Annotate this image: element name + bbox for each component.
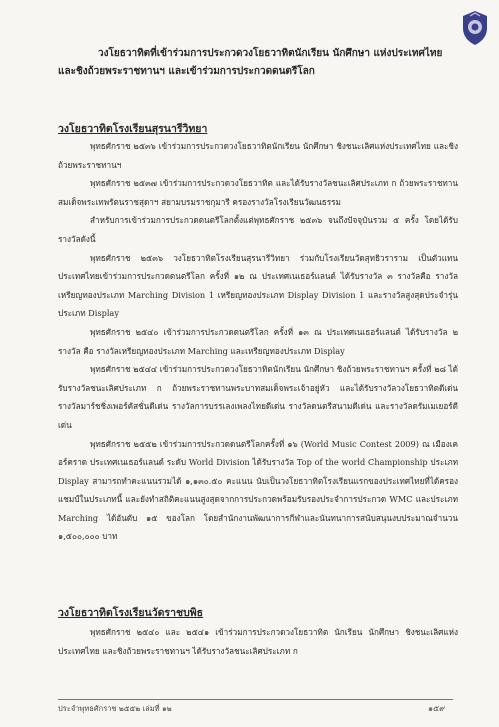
paragraph: สำหรับการเข้าร่วมการประกวดดนตรีโลกตั้งแต่พุทธศักราช ๒๕๓๖ จนถึงปัจจุบันรวม ๕ ครั้ง โดยได้รับรางวัลดังนี้: [58, 215, 458, 244]
paragraph: พุทธศักราช ๒๕๔๐ และ ๒๕๔๑ เข้าร่วมการประกวดวงโยธวาทิต นักเรียน นักศึกษา ชิงชนะเลิศแห่งประเทศไทย และชิงถ้วยพระราชทานฯ ได้รับรางวัลชนะเลิศประเภท ก: [58, 627, 458, 656]
footer-divider: [58, 699, 453, 700]
page-number: ๑๕๙: [428, 704, 445, 713]
paragraph: พุทธศักราช ๒๕๕๒ เข้าร่วมการประกวดดนตรีโลกครั้งที่ ๑๖ (World Music Contest 2009) ณ เมืองเคอร์คราด ประเทศเนเธอร์แลนด์ ระดับ World Division ได้รับรางวัล Top of the world Championship ประเภท Display สามารถทำคะแนนรวมได้ ๑,๑๓๐.๕๐ คะแนน นับเป็นวงโยธวาทิตโรงเรียนแรกของประเทศไทยที่ได้ครองแชมป์ในประเภทนี้ และยังทำสถิติคะแนนสูงสุดจากการประกวดพร้อมรับรองประจำการประกวด WMC และประเภท Marching ได้อันดับ ๑๕ ของโลก โดยสำนักงานพัฒนาการกีฬาและนันทนาการสนับสนุนงบประมาณจำนวน ๑,๕๐๐,๐๐๐ บาท: [58, 438, 458, 542]
section-heading-ratchabophit: วงโยธวาทิตโรงเรียนวัดราชบพิธ: [58, 607, 204, 619]
title-line-1: วงโยธวาทิตที่เข้าร่วมการประกวดวงโยธวาทิตนักเรียน นักศึกษา แห่งประเทศไทย: [98, 48, 443, 59]
emblem-icon: [460, 10, 490, 46]
footer-publication: ประจำพุทธศักราช ๒๕๕๒ เล่มที่ ๑๒: [58, 704, 172, 713]
paragraph: พุทธศักราช ๒๕๔๔ เข้าร่วมการประกวดวงโยธวาทิตนักเรียน นักศึกษา ชิงถ้วยพระราชทานฯ ครั้งที่ ๒๘ ได้รับรางวัลชนะเลิศประเภท ก ถ้วยพระราชทานพระบาทสมเด็จพระเจ้าอยู่หัว และได้รับรางวัลวงโยธวาทิตดีเด่น รางวัลมาร์ชชิ่งเพอร์คัสชั่นดีเด่น รางวัลการบรรเลงเพลงไทยดีเด่น รางวัลดนตรีสนามดีเด่น และรางวัลดรัมเมเยอร์ดีเด่น: [58, 364, 458, 430]
paragraph: พุทธศักราช ๒๕๓๗ เข้าร่วมการประกวดวงโยธวาทิต และได้รับรางวัลชนะเลิศประเภท ก ถ้วยพระราชทานสมเด็จพระเทพรัตนราชสุดาฯ สยามบรมราชกุมารี ครองรางวัลโรงเรียนวัฒนธรรม: [58, 178, 458, 207]
section-body-suranari: [58, 137, 458, 546]
section-heading-suranari: วงโยธวาทิตโรงเรียนสุรนารีวิทยา: [58, 123, 208, 135]
title-line-2: และชิงถ้วยพระราชทานฯ และเข้าร่วมการประกวดดนตรีโลก: [58, 66, 315, 77]
document-title: [58, 45, 458, 81]
section-body-ratchabophit: [58, 623, 458, 660]
paragraph: พุทธศักราช ๒๕๔๐ เข้าร่วมการประกวดดนตรีโลก ครั้งที่ ๑๓ ณ ประเทศเนเธอร์แลนด์ ได้รับรางวัล ๒ รางวัล คือ รางวัลเหรียญทองประเภท Marching และเหรียญทองประเภท Display: [58, 326, 458, 356]
paragraph: พุทธศักราช ๒๕๓๖ วงโยธวาทิตโรงเรียนสุรนารีวิทยา ร่วมกับโรงเรียนวัดสุทธิวราราม เป็นตัวแทนประเทศไทยเข้าร่วมการประกวดดนตรีโลก ครั้งที่ ๑๒ ณ ประเทศเนเธอร์แลนด์ ได้รับรางวัล ๓ รางวัลคือ รางวัลเหรียญทองประเภท Marching Division 1 เหรียญทองประเภท Display Division 1 และรางวัลสูงสุดประจำรุ่นประเภท Display: [58, 252, 458, 319]
paragraph: พุทธศักราช ๒๕๓๖ เข้าร่วมการประกวดวงโยธวาทิตนักเรียน นักศึกษา ชิงชนะเลิศแห่งประเทศไทย และชิงถ้วยพระราชทานฯ: [58, 141, 458, 170]
